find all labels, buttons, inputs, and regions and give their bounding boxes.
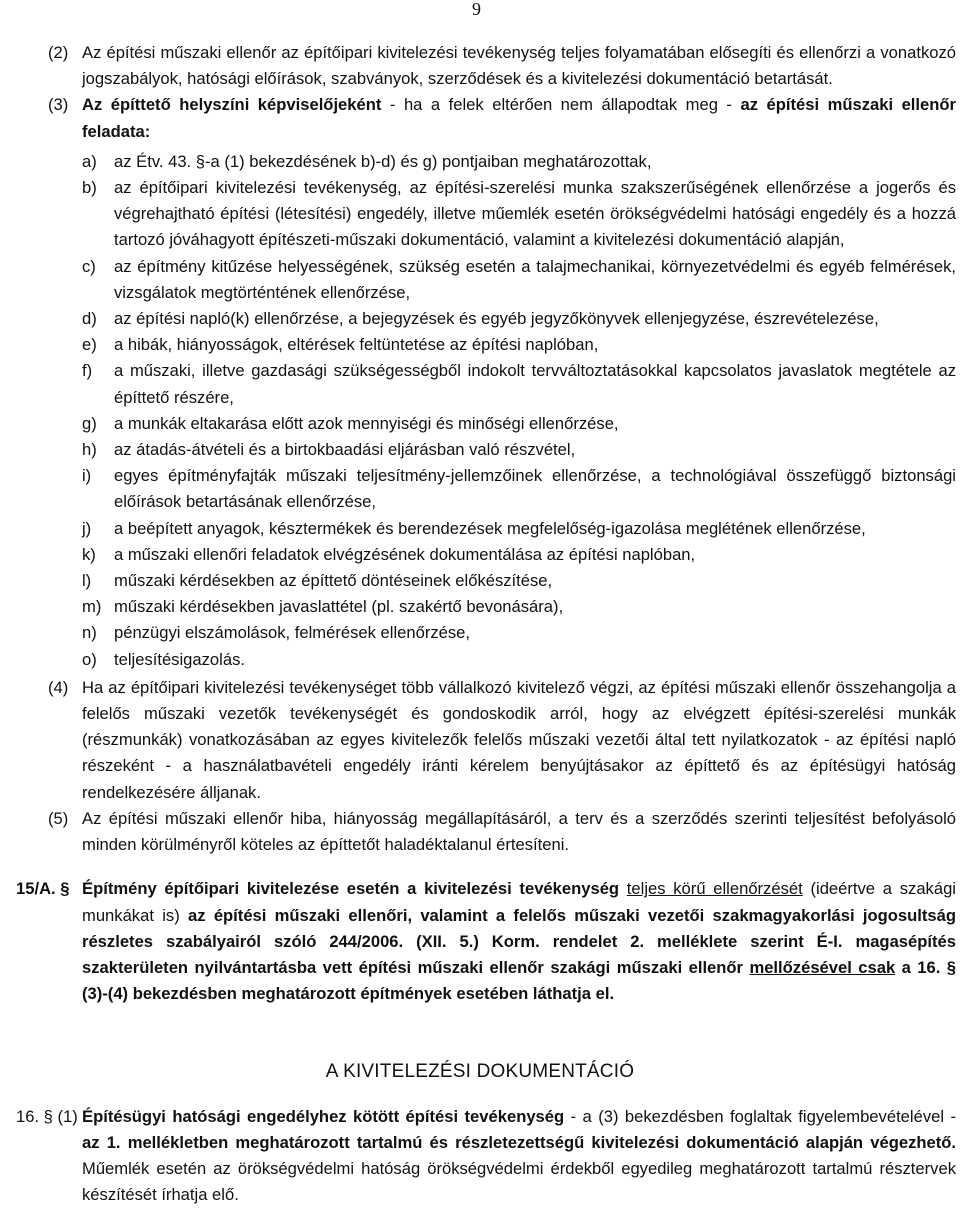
- section-15a: [16, 876, 957, 1007]
- list-item: [82, 647, 956, 673]
- list-item-letter: k): [82, 544, 96, 564]
- document-body: [0, 40, 960, 1208]
- paragraph-number: (5): [48, 808, 69, 828]
- paragraph-number: (4): [48, 677, 69, 697]
- section-heading: A KIVITELEZÉSI DOKUMENTÁCIÓ: [325, 1061, 635, 1083]
- paragraph-number: (2): [48, 43, 69, 62]
- paragraph-text: - ha a felek eltérően nem állapodtak meg -: [381, 95, 741, 115]
- list-item: [82, 332, 956, 358]
- paragraph-3: [48, 92, 956, 144]
- list-item-text: a műszaki, illetve gazdasági szükségességből indokolt tervváltoztatásokkal kapcsolatos javaslatok megtétele az építtető részére,: [114, 361, 956, 407]
- list-item-letter: o): [82, 649, 97, 669]
- list-item-text: a műszaki ellenőri feladatok elvégzésének dokumentálása az építési naplóban,: [114, 544, 696, 564]
- list-item-text: teljesítésigazolás.: [114, 649, 245, 669]
- task-list: [82, 149, 956, 673]
- list-item: [82, 463, 956, 515]
- list-item: [82, 620, 956, 646]
- list-item-text: egyes építményfajták műszaki teljesítmény-jellemzőinek ellenőrzése, a technológiával összefüggő biztonsági előírások betartásának ellenőrzése,: [114, 466, 956, 512]
- list-item-text: pénzügyi elszámolások, felmérések ellenőrzése,: [114, 623, 471, 643]
- list-item: [82, 516, 956, 542]
- list-item-letter: h): [82, 440, 97, 460]
- underlined-text: teljes körű ellenőrzését: [626, 879, 803, 899]
- list-item-letter: j): [82, 518, 92, 538]
- list-item: [82, 358, 956, 410]
- list-item-text: az építmény kitűzése helyességének, szükség esetén a talajmechanikai, környezetvédelmi és egyéb felmérések, vizsgálatok megtörténtének ellenőrzése,: [114, 256, 956, 302]
- list-item-letter: l): [82, 571, 92, 591]
- list-item-text: műszaki kérdésekben javaslattétel (pl. szakértő bevonására),: [114, 597, 564, 617]
- paragraph-text: Az építési műszaki ellenőr hiba, hiányosság megállapításáról, a terv és a szerződés szerinti teljesítést befolyásoló minden körülményről köteles az építtetőt haladéktalanul értesíteni.: [82, 808, 956, 855]
- bold-text: Építmény építőipari kivitelezése esetén a kivitelezési tevékenység: [82, 879, 627, 899]
- list-item: [82, 149, 956, 175]
- list-item: [82, 254, 956, 306]
- page-number: 9: [472, 0, 481, 19]
- bold-text: a 16. § (3)-(4) bekezdésben meghatározott építmények esetében láthatja el.: [82, 957, 956, 1004]
- section-number: 15/A. §: [16, 879, 70, 899]
- list-item: [82, 306, 956, 332]
- paragraph-text: Az építési műszaki ellenőr az építőipari kivitelezési tevékenység teljes folyamatában elősegíti és ellenőrzi a vonatkozó jogszabályok, hatósági előírások, szabványok, szerződések és a kivitelezési dokumentáció betartását.: [82, 43, 956, 89]
- bold-text: az építési műszaki ellenőri, valamint a felelős műszaki vezetői szakmagyakorlási jogosultság részletes szabályairól szóló 244/2006. (XII. 5.) Korm. rendelet 2. melléklete szerint É-I. magasépítés szakterületen nyilvántartásba vett építési műszaki ellenőr szakági műszaki ellenőr: [82, 905, 957, 977]
- section-16: [16, 1104, 956, 1209]
- list-item-text: az Étv. 43. §-a (1) bekezdésének b)-d) és g) pontjaiban meghatározottak,: [114, 151, 652, 171]
- list-item-text: az építőipari kivitelezési tevékenység, az építési-szerelési munka szakszerűségének ellenőrzése a jogerős és végrehajtható építési (létesítési) engedély, illetve műemlék esetén örökségvédelmi hatósági engedély és a hozzá tartozó jóváhagyott építészeti-műszaki dokumentáció, valamint a kivitelezési dokumentáció alapján,: [114, 178, 956, 250]
- list-item-letter: g): [82, 413, 97, 433]
- list-item: [82, 411, 956, 437]
- paragraph-4: [48, 675, 956, 806]
- list-item: [82, 568, 956, 594]
- underlined-bold-text: mellőzésével csak: [749, 957, 896, 977]
- section-number: 16. § (1): [16, 1106, 78, 1126]
- list-item: [82, 437, 956, 463]
- bold-text: Az építtető helyszíni képviselőjeként: [82, 95, 382, 115]
- list-item-letter: i): [82, 466, 92, 486]
- bold-text: Építésügyi hatósági engedélyhez kötött építési tevékenység: [82, 1106, 565, 1126]
- list-item-text: az átadás-átvételi és a birtokbaadási eljárásban való részvétel,: [114, 440, 576, 460]
- paragraph-text: Ha az építőipari kivitelezési tevékenységet több vállalkozó kivitelező végzi, az építési műszaki ellenőr összehangolja a felelős műszaki vezetők tevékenységét és gondoskodik arról, hogy az elvégzett építési-szerelési munkák (részmunkák) vonatkozásában az egyes kivitelezők felelős műszaki vezetői által tett nyilatkozatok - az építési napló részeként - a használatbavételi engedély iránti kérelem benyújtásakor az építtető és az építésügyi hatóság rendelkezésére álljanak.: [82, 677, 956, 802]
- list-item-letter: d): [82, 309, 97, 329]
- bold-text: az 1. mellékletben meghatározott tartalmú és részletezettségű kivitelezési dokumentáció alapján végezhető.: [82, 1132, 956, 1152]
- list-item-letter: b): [82, 178, 97, 198]
- bold-text: az építési műszaki ellenőr feladata:: [82, 95, 956, 141]
- paragraph-2: [48, 40, 956, 92]
- paragraph-text: - a (3) bekezdésben foglaltak figyelembevételével -: [564, 1106, 956, 1126]
- list-item-text: a munkák eltakarása előtt azok mennyiségi és minőségi ellenőrzése,: [114, 413, 619, 433]
- list-item-letter: m): [82, 597, 102, 617]
- list-item: [82, 594, 956, 620]
- paragraph-text: Műemlék esetén az örökségvédelmi hatóság örökségvédelmi érdekből egyedileg meghatározott tartalmú résztervek készítését írhatja elő.: [82, 1158, 956, 1205]
- paragraph-number: (3): [48, 95, 69, 115]
- list-item-letter: f): [82, 361, 93, 381]
- list-item-text: az építési napló(k) ellenőrzése, a bejegyzések és egyéb jegyzőkönyvek ellenjegyzése, észrevételezése,: [114, 309, 879, 329]
- list-item: [82, 542, 956, 568]
- list-item-letter: e): [82, 335, 97, 355]
- paragraph-text: (ideértve a szakági munkákat is): [82, 879, 956, 925]
- list-item-text: a hibák, hiányosságok, eltérések feltüntetése az építési naplóban,: [114, 335, 599, 355]
- list-item-letter: n): [82, 623, 97, 643]
- list-item-text: a beépített anyagok, késztermékek és berendezések megfelelőség-igazolása meglétének ellenőrzése,: [114, 518, 866, 538]
- list-item-text: műszaki kérdésekben az építtető döntéseinek előkészítése,: [114, 571, 553, 591]
- paragraph-5: [48, 806, 956, 858]
- list-item-letter: c): [82, 256, 96, 276]
- list-item: [82, 175, 956, 254]
- list-item-letter: a): [82, 151, 97, 171]
